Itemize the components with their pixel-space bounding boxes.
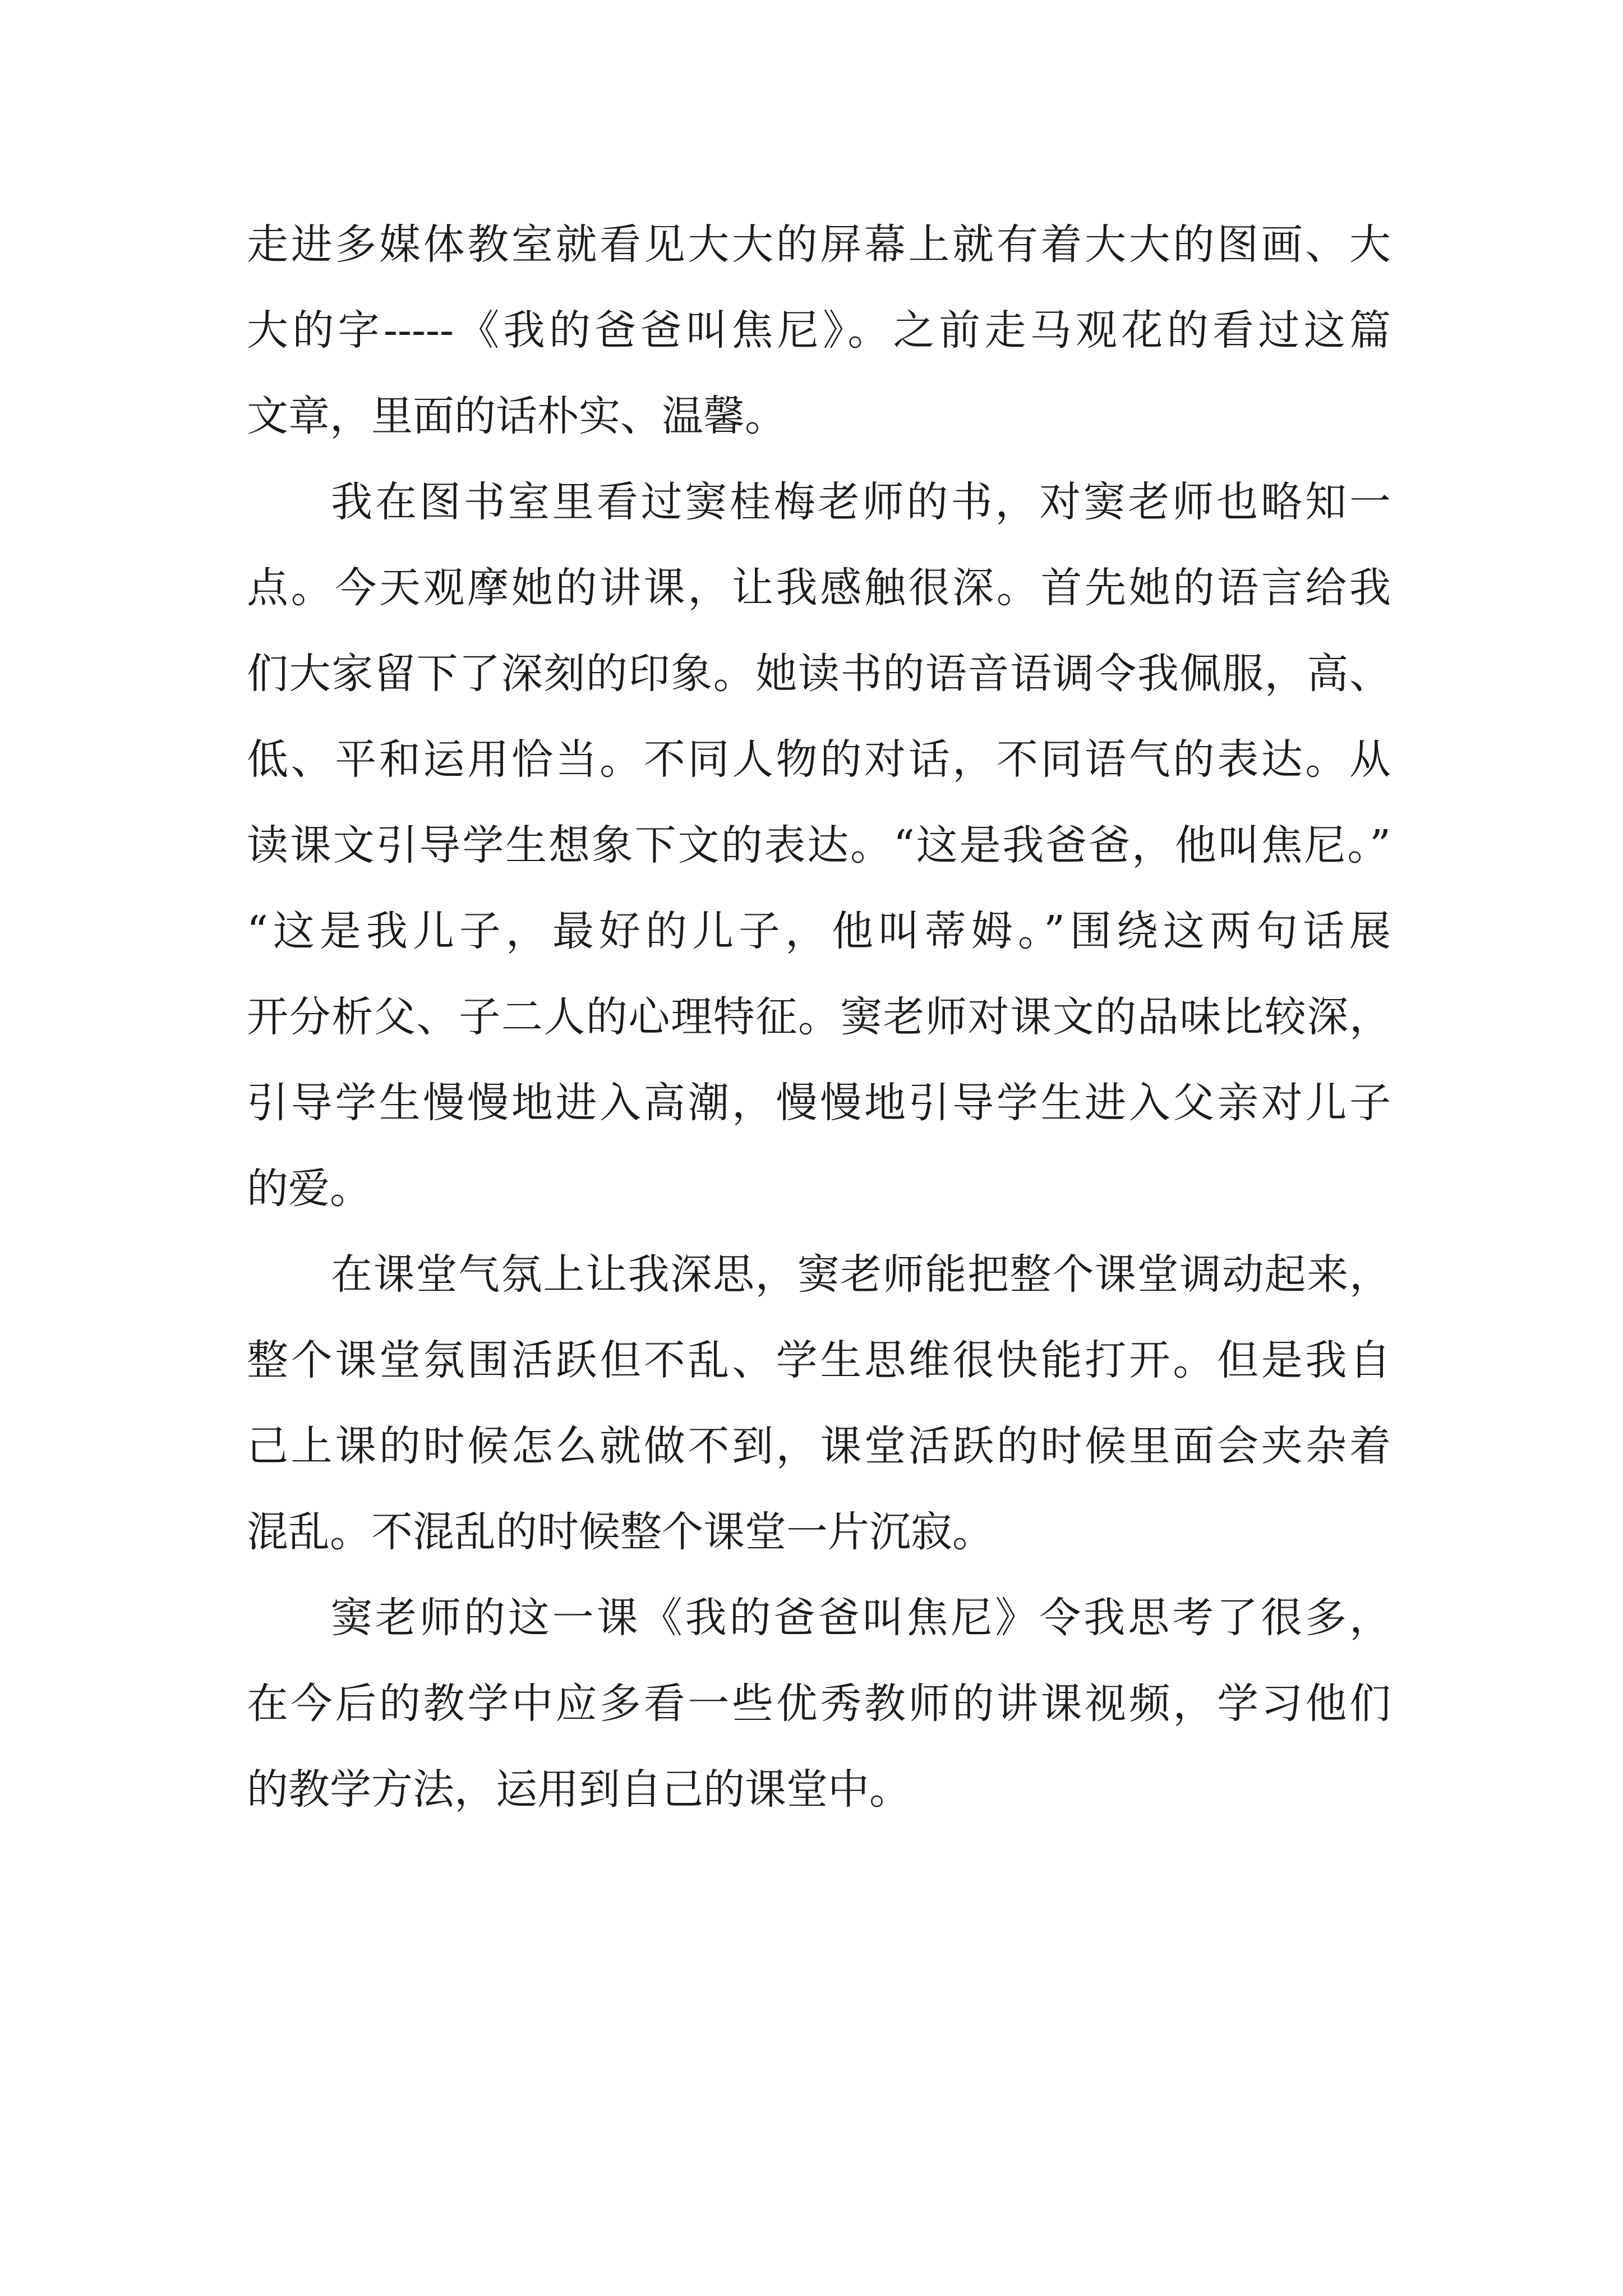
text-line: 大的字-----《我的爸爸叫焦尼》。之前走马观花的看过这篇 <box>247 306 1391 355</box>
text-line: 混乱。不混乱的时候整个课堂一片沉寂。 <box>247 1508 994 1556</box>
text-line: 的爱。 <box>247 1165 371 1213</box>
text-line: 己上课的时候怎么就做不到，课堂活跃的时候里面会夹杂着 <box>247 1422 1391 1470</box>
paragraph-first-line: 在课堂气氛上让我深思，窦老师能把整个课堂调动起来， <box>331 1250 1391 1299</box>
text-line: 低、平和运用恰当。不同人物的对话，不同语气的表达。从 <box>247 735 1391 784</box>
paragraph-first-line: 窦老师的这一课《我的爸爸叫焦尼》令我思考了很多， <box>331 1594 1391 1642</box>
text-line: 们大家留下了深刻的印象。她读书的语音语调令我佩服，高、 <box>247 650 1391 698</box>
text-line: 走进多媒体教室就看见大大的屏幕上就有着大大的图画、大 <box>247 220 1391 269</box>
document-body <box>247 202 1391 1833</box>
text-line: 点。今天观摩她的讲课，让我感触很深。首先她的语言给我 <box>247 564 1391 612</box>
text-line: 开分析父、子二人的心理特征。窦老师对课文的品味比较深， <box>247 993 1391 1041</box>
text-line: 文章，里面的话朴实、温馨。 <box>247 392 786 440</box>
text-line: 引导学生慢慢地进入高潮，慢慢地引导学生进入父亲对儿子 <box>247 1079 1391 1127</box>
text-line: 的教学方法，运用到自己的课堂中。 <box>247 1765 911 1814</box>
text-line: “这是我儿子，最好的儿子，他叫蒂姆。”围绕这两句话展 <box>247 907 1391 955</box>
text-line: 读课文引导学生想象下文的表达。“这是我爸爸，他叫焦尼。” <box>247 821 1391 869</box>
paragraph-first-line: 我在图书室里看过窦桂梅老师的书，对窦老师也略知一 <box>331 478 1391 526</box>
text-line: 整个课堂氛围活跃但不乱、学生思维很快能打开。但是我自 <box>247 1336 1391 1384</box>
text-line: 在今后的教学中应多看一些优秀教师的讲课视频，学习他们 <box>247 1680 1391 1728</box>
